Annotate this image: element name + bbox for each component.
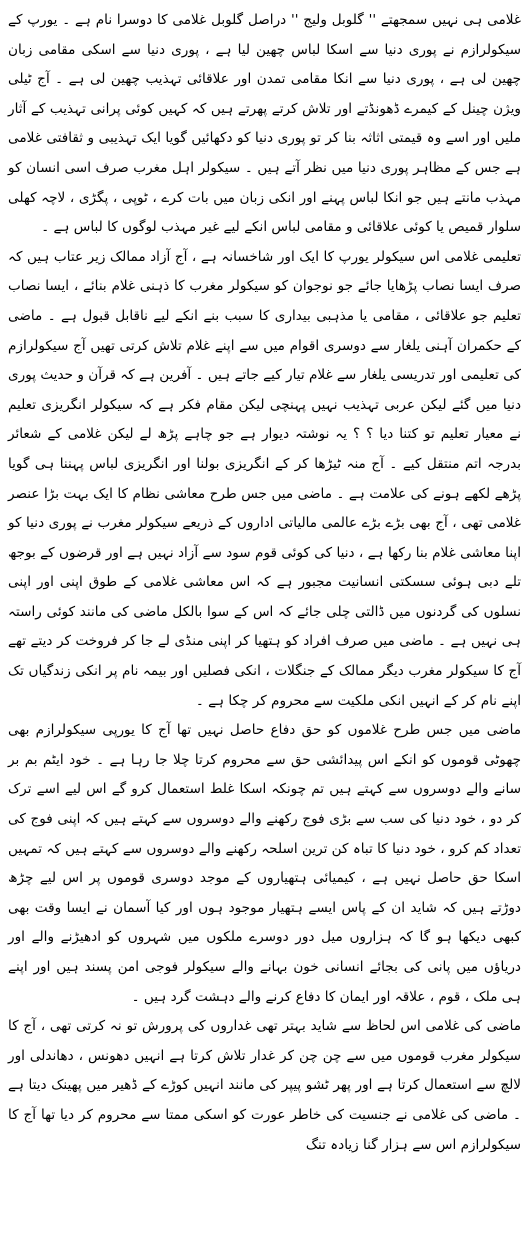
article-paragraph-4: ماضی کی غلامی اس لحاظ سے شاید بہتر تھی غداروں کی پرورش تو نہ کرتی تھی ، آج کا سیکولر مغرب قوموں میں سے چن چن کر غدار تلاش کرتا ہے انہیں دھونس ، دھاندلی اور لالچ سے استعمال کرتا ہے اور پھر ٹشو پیپر کی مانند انہیں کوڑے کے ڈھیر میں پھینک دیتا ہے ۔ ماضی کی غلامی نے جنسیت کی خاطر عورت کو اسکی ممتا سے محروم کر دیا تھا آج کا سیکولرازم اس سے ہزار گنا زیادہ تنگ (8, 1018, 521, 1153)
article-paragraph-2: تعلیمی غلامی اس سیکولر یورپ کا ایک اور شاخسانہ ہے ، آج آزاد ممالک زیر عتاب ہیں کہ صرف ایسا نصاب پڑھایا جائے جو نوجوان کو سیکولر مغرب کا ذہنی غلام بنائے ، ایسا نصاب تعلیم جو علاقائی ، مقامی یا مذہبی بیداری کا سبب بنے انکے لیے ناقابل قبول ہے ۔ ماضی کے حکمران آہنی یلغار سے دوسری اقوام میں سے اپنے غلام تلاش کرتی تھیں آج سیکولرازم کی تعلیمی اور تدریسی یلغار سے غلام تیار کیے جاتے ہیں ۔ آفرین ہے کہ قرآن و حدیث پوری دنیا میں گئے لیکن عربی تہذیب نہیں پہنچی لیکن مقام فکر ہے کہ سیکولر انگریزی تعلیم نے معیار تعلیم تو کتنا دیا ؟ ؟ یہ نوشتہ دیوار ہے جو چاہے پڑھ لے لیکن غلامی کے شعائر بدرجہ اتم منتقل کیے ۔ آج منہ ٹیڑھا کر کے انگریزی بولنا اور انگریزی لباس پہننا ہی گویا پڑھے لکھے ہونے کی علامت ہے ۔ ماضی میں جس طرح معاشی نظام کا ایک بہت بڑا عنصر غلامی تھی ، آج بھی بڑے بڑے عالمی مالیاتی اداروں کے ذریعے سیکولر مغرب نے پوری دنیا کو اپنا معاشی غلام بنا رکھا ہے ، دنیا کی کوئی قوم سود سے آزاد نہیں ہے اور قرضوں کے بوجھ تلے دبی ہوئی سسکتی انسانیت مجبور ہے کہ اس معاشی غلامی کے طوق اپنی اور اپنی نسلوں کی گردنوں میں ڈالتی چلی جائے کہ اس کے سوا بالکل ماضی کی مانند کوئی راستہ ہی نہیں ہے ۔ ماضی میں صرف افراد کو ہتھیا کر اپنی منڈی لے جا کر فروخت کر دیتے تھے آج کا سیکولر مغرب دیگر ممالک کے جنگلات ، انکی فصلیں اور بیمہ نام پر انکی زندگیاں تک اپنے نام کر کے انہیں انکی ملکیت سے محروم کر چکا ہے ۔ (8, 248, 521, 709)
article-paragraph-1: غلامی ہی نہیں سمجھتے '' گلوبل ولیج '' دراصل گلوبل غلامی کا دوسرا نام ہے ۔ یورپ کے سیکولرازم نے پوری دنیا سے اسکا لباس چھین لیا ہے ، پوری دنیا سے اسکی مقامی زبان چھین لی ہے ، پوری دنیا سے انکا مقامی تمدن اور علاقائی تہذیب چھین لی ہے ۔ آج ٹیلی ویژن چینل کے کیمرے ڈھونڈتے اور تلاش کرتے پھرتے ہیں کہ کہیں کوئی پرانی تہذیب کے آثار ملیں اور اسے وہ قیمتی اثاثہ بنا کر تو پوری دنیا کو دکھائیں گویا ایک تہذیبی و ثقافتی غلامی ہے جس کے مظاہر پوری دنیا میں نظر آتے ہیں ۔ سیکولر اہل مغرب صرف اسی انسان کو مہذب مانتے ہیں جو انکا لباس پہنے اور انکی زبان میں بات کرے ، ٹوپی ، پگڑی ، لاچہ کھلی سلوار قمیص یا کوئی علاقائی و مقامی لباس انکے لیے غیر مہذب لوگوں کا لباس ہے ۔ (8, 12, 521, 236)
article-paragraph-3: ماضی میں جس طرح غلاموں کو حق دفاع حاصل نہیں تھا آج کا یورپی سیکولرازم بھی چھوٹی قوموں کو انکے اس پیدائشی حق سے محروم کرتا چلا جا رہا ہے ۔ خود ایٹم بم بر سانے والے دوسروں سے کہتے ہیں تم چونکہ اسکا غلط استعمال کرو گے اس لیے اسے ترک کر دو ، خود دنیا کی سب سے بڑی فوج رکھنے والے دوسروں سے کہتے ہیں کہ اپنی فوج کی تعداد کم کرو ، خود دنیا کا تباہ کن ترین اسلحہ رکھنے والے دوسروں سے کہتے ہیں کہ تمہیں اسکا حق حاصل نہیں ہے ، کیمیائی ہتھیاروں کے موجد دوسری قوموں پر اس لیے چڑھ دوڑتے ہیں کہ شاید ان کے پاس ایسے ہتھیار موجود ہوں اور کیا آسمان نے ایسا وقت بھی کبھی دیکھا ہو گا کہ ہزاروں میل دور دوسرے ملکوں میں شہروں کو ادھیڑنے والے اور دریاؤں میں پانی کی بجائے انسانی خون بہانے والے سیکولر فوجی امن پسند ہیں اور اپنے ہی ملک ، قوم ، علاقہ اور ایمان کا دفاع کرنے والے دہشت گرد ہیں ۔ (8, 722, 521, 1005)
